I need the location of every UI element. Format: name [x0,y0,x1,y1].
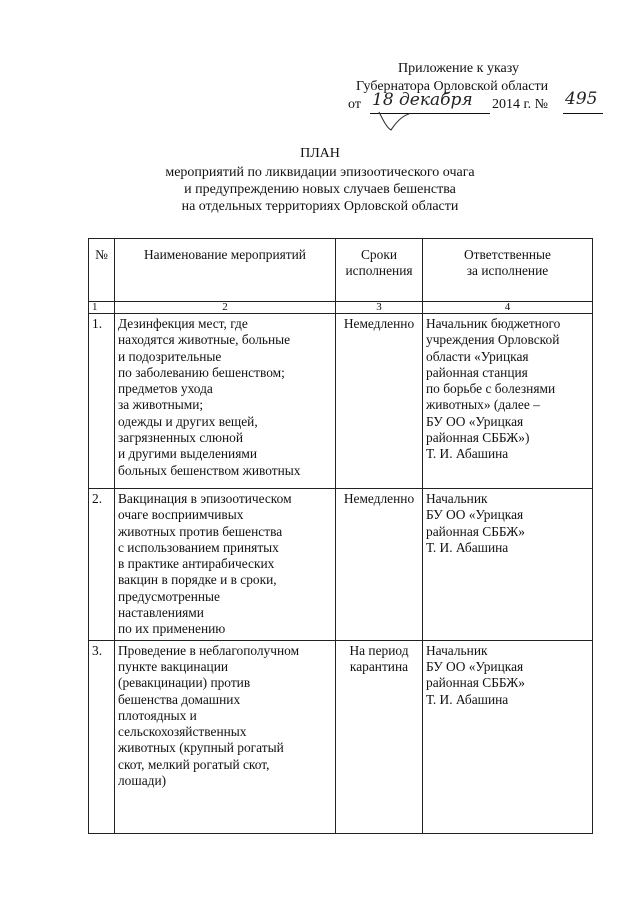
plan-table [88,238,593,834]
header-responsible [423,239,593,302]
cell-line: предметов ухода [118,381,213,397]
number-underline [563,113,603,114]
cell-line: с использованием принятых [118,539,279,555]
plan-heading: ПЛАН [300,146,340,161]
cell-line: скот, мелкий рогатый скот, [118,756,270,772]
column-number: 2 [115,302,336,314]
cell-line: и другими выделениями [118,446,258,462]
header-term-line-1: Сроки [361,247,397,262]
cell-line: районная СББЖ» [426,523,525,539]
measure-name [115,640,336,833]
cell-line: по борьбе с болезнями [426,381,556,397]
plan-subtitle-line-2: и предупреждению новых случаев бешенства [184,182,456,197]
date-prefix: от [348,97,361,112]
measure-responsible [423,489,593,641]
measure-term [336,640,423,833]
header-term [336,239,423,302]
cell-line: На период [349,642,409,658]
cell-line: за животными; [118,397,204,413]
cell-line: лошади) [118,773,167,789]
column-number: 3 [336,302,423,314]
cell-line: животных (крупный рогатый [118,740,284,756]
cell-line: по заболеванию бешенством; [118,364,285,380]
cell-line: Дезинфекция мест, где [118,316,248,331]
cell-line: предусмотренные [118,588,220,604]
header-responsible-line-2: за исполнение [466,263,549,279]
cell-line: БУ ОО «Урицкая [426,658,524,674]
cell-line: районная СББЖ») [426,430,530,446]
column-number-row [89,302,593,314]
measure-term [336,489,423,641]
appendix-line: Приложение к указу [398,61,519,76]
date-handwritten: 18 декабря [372,90,473,110]
cell-line: Немедленно [343,316,415,331]
row-number: 3. [89,640,115,833]
cell-line: вакцин в порядке и в сроки, [118,572,277,588]
cell-line: плотоядных и [118,707,197,723]
cell-line: (ревакцинации) против [118,675,251,691]
signature-mark [375,110,425,134]
header-term-line-2: исполнения [345,263,413,279]
cell-line: бешенства домашних [118,691,241,707]
row-number: 1. [89,314,115,489]
cell-line: учреждения Орловской [426,332,560,348]
cell-line: карантина [349,658,409,674]
cell-line: больных бешенством животных [118,462,301,478]
cell-line: районная станция [426,364,528,380]
cell-line: находятся животные, больные [118,332,291,348]
table-header-row [89,239,593,302]
measure-name [115,489,336,641]
table-row [89,314,593,489]
cell-line: Т. И. Абашина [426,446,509,462]
measure-responsible [423,314,593,489]
cell-line: животных» (далее – [426,397,540,413]
cell-line: Т. И. Абашина [426,539,509,555]
plan-subtitle-line-1: мероприятий по ликвидации эпизоотического очага [165,165,475,180]
cell-line: Вакцинация в эпизоотическом [118,491,292,506]
cell-line: сельскохозяйственных [118,724,247,740]
cell-line: области «Урицкая [426,348,529,364]
column-number: 4 [423,302,593,314]
plan-subtitle-line-3: на отдельных территориях Орловской области [181,199,459,214]
table-row [89,489,593,641]
header-num: № [89,239,115,302]
number-handwritten: 495 [565,89,598,109]
measure-name [115,314,336,489]
cell-line: БУ ОО «Урицкая [426,507,524,523]
cell-line: Т. И. Абашина [426,691,509,707]
row-number: 2. [89,489,115,641]
year-text: 2014 г. № [492,97,549,112]
measure-term [336,314,423,489]
cell-line: Начальник [426,491,488,506]
measure-responsible [423,640,593,833]
column-number: 1 [89,302,115,314]
cell-line: наставлениями [118,605,204,621]
cell-line: загрязненных слюной [118,430,244,446]
cell-line: и подозрительные [118,348,222,364]
cell-line: районная СББЖ» [426,675,525,691]
header-name: Наименование мероприятий [115,239,336,302]
cell-line: в практике антирабических [118,556,275,572]
cell-line: одежды и других вещей, [118,413,258,429]
header-responsible-line-1: Ответственные [464,247,551,262]
cell-line: БУ ОО «Урицкая [426,413,524,429]
cell-line: Начальник бюджетного [426,316,561,331]
cell-line: по их применению [118,621,226,637]
governor-line: Губернатора Орловской области [356,79,549,94]
table-row [89,640,593,833]
cell-line: Начальник [426,642,488,658]
cell-line: Проведение в неблагополучном [118,642,300,658]
cell-line: пункте вакцинации [118,658,229,674]
cell-line: очаге восприимчивых [118,507,244,523]
cell-line: Немедленно [343,491,415,506]
cell-line: животных против бешенства [118,523,283,539]
